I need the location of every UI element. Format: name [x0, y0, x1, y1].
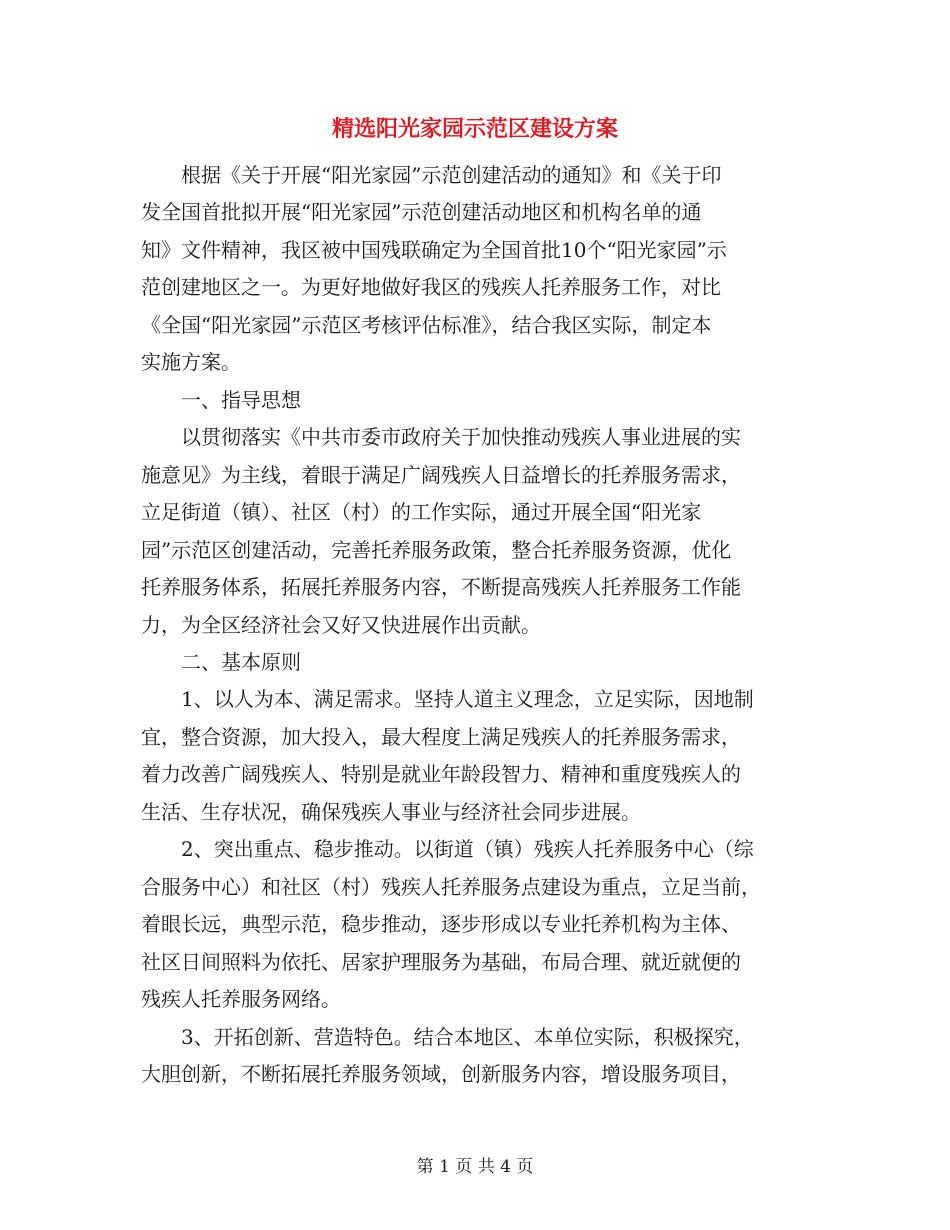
body-line: 知》文件精神，我区被中国残联确定为全国首批10个“阳光家园”示: [141, 237, 727, 262]
body-line: 一、指导思想: [141, 387, 301, 412]
body-line: 宜，整合资源，加大投入，最大程度上满足残疾人的托养服务需求，: [141, 724, 741, 749]
body-line: 托养服务体系，拓展托养服务内容，不断提高残疾人托养服务工作能: [141, 575, 741, 600]
body-line: 以贯彻落实《中共市委市政府关于加快推动残疾人事业进展的实: [141, 425, 741, 450]
body-line: 着眼长远，典型示范，稳步推动，逐步形成以专业托养机构为主体、: [141, 912, 741, 937]
body-line: 根据《关于开展“阳光家园”示范创建活动的通知》和《关于印: [141, 163, 722, 187]
body-line: 1、以人为本、满足需求。坚持人道主义理念，立足实际，因地制: [141, 687, 754, 712]
body-line: 着力改善广阔残疾人、特别是就业年龄段智力、精神和重度残疾人的: [141, 762, 741, 787]
body-line: 实施方案。: [141, 350, 241, 375]
document-title: 精选阳光家园示范区建设方案: [331, 116, 618, 142]
body-line: 3、开拓创新、营造特色。结合本地区、本单位实际，积极探究，: [141, 1024, 754, 1049]
body-line: 社区日间照料为依托、居家护理服务为基础，布局合理、就近就便的: [141, 949, 741, 974]
body-line: 生活、生存状况，确保残疾人事业与经济社会同步进展。: [141, 799, 641, 824]
page-footer: 第 1 页 共 4 页: [416, 1157, 534, 1177]
body-line: 力，为全区经济社会又好又快进展作出贡献。: [141, 612, 541, 637]
body-line: 《全国“阳光家园”示范区考核评估标准》，结合我区实际，制定本: [141, 312, 712, 337]
body-line: 合服务中心）和社区（村）残疾人托养服务点建设为重点，立足当前，: [141, 874, 761, 899]
body-line: 发全国首批拟开展“阳光家园”示范创建活动地区和机构名单的通: [141, 200, 702, 225]
body-line: 施意见》为主线，着眼于满足广阔残疾人日益增长的托养服务需求，: [141, 462, 741, 487]
body-line: 2、突出重点、稳步推动。以街道（镇）残疾人托养服务中心（综: [141, 837, 754, 862]
body-line: 立足街道（镇）、社区（村）的工作实际，通过开展全国“阳光家: [141, 500, 702, 525]
body-line: 二、基本原则: [141, 649, 301, 674]
body-line: 残疾人托养服务网络。: [141, 987, 341, 1012]
body-line: 范创建地区之一。为更好地做好我区的残疾人托养服务工作，对比: [141, 275, 721, 300]
body-line: 大胆创新，不断拓展托养服务领域，创新服务内容，增设服务项目，: [141, 1062, 741, 1087]
body-line: 园”示范区创建活动，完善托养服务政策，整合托养服务资源，优化: [141, 537, 732, 562]
